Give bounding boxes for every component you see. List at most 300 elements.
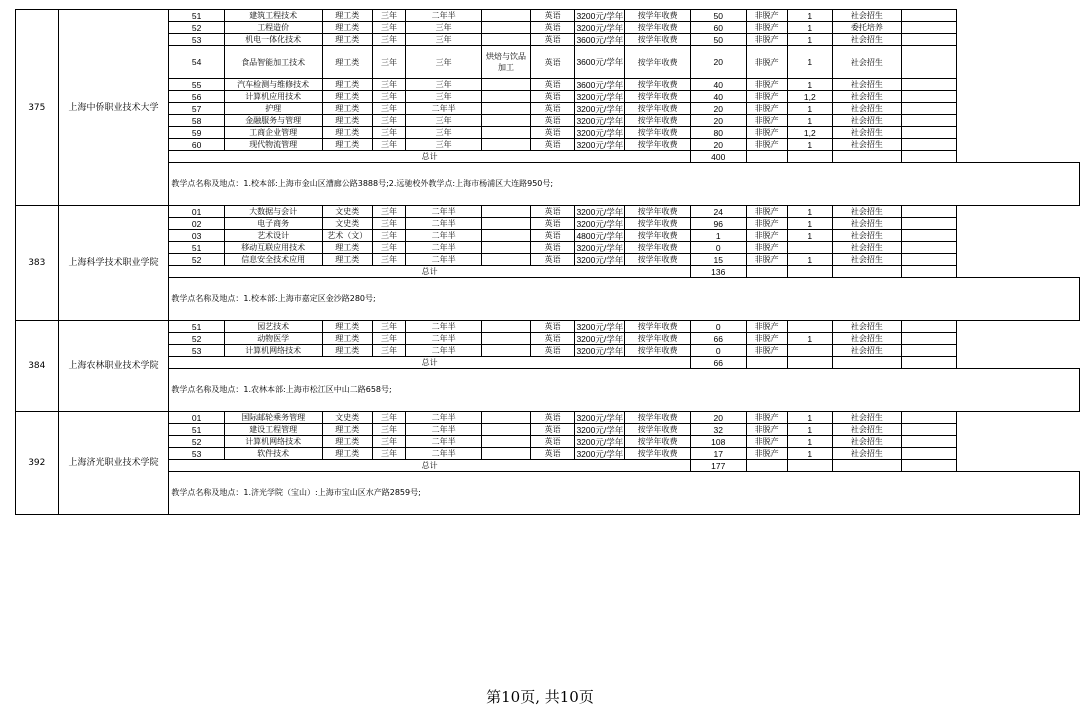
code-cell: 53 (169, 448, 224, 460)
years2-cell: 二年半 (406, 436, 482, 448)
source-cell: 社会招生 (832, 103, 901, 115)
table-row (16, 412, 1080, 424)
blank-cell (901, 139, 956, 151)
blank-cell (901, 103, 956, 115)
note-cell (482, 115, 531, 127)
years-cell: 三年 (372, 79, 405, 91)
category-cell: 理工类 (322, 34, 372, 46)
fee-cell: 3200元/学年 (576, 412, 624, 423)
location-text: 教学点名称及地点：1.济光学院（宝山）:上海市宝山区水产路2859号; (169, 472, 1080, 515)
source-cell: 社会招生 (832, 412, 901, 424)
major-cell: 国际邮轮乘务管理 (224, 412, 322, 424)
blank-cell (901, 266, 956, 278)
major-cell: 艺术设计 (224, 230, 322, 242)
years2-cell: 二年半 (406, 333, 482, 345)
code-cell: 51 (169, 10, 224, 22)
language-cell: 英语 (530, 91, 574, 103)
page-footer: 第10页, 共10页 (486, 688, 594, 706)
years2-cell: 三年 (406, 91, 482, 103)
location-text: 教学点名称及地点：1.校本部:上海市嘉定区金沙路280号; (169, 278, 1080, 321)
language-cell: 英语 (530, 436, 574, 448)
note-cell (482, 103, 531, 115)
code-cell: 53 (169, 345, 224, 357)
plan-cell: 0 (690, 345, 746, 357)
school-id: 375 (16, 10, 59, 206)
category-cell: 理工类 (322, 79, 372, 91)
plan-cell: 15 (690, 254, 746, 266)
note-cell (482, 10, 531, 22)
years2-cell: 二年半 (406, 242, 482, 254)
note-cell: 烘焙与饮品加工 (482, 46, 531, 79)
category-cell: 理工类 (322, 448, 372, 460)
total-row (16, 460, 1080, 472)
fee-cell: 3200元/学年 (576, 206, 624, 217)
category-cell: 理工类 (322, 333, 372, 345)
table-row (16, 91, 1080, 103)
category-cell: 理工类 (322, 127, 372, 139)
category-cell: 理工类 (322, 22, 372, 34)
plan-cell: 96 (690, 218, 746, 230)
language-cell: 英语 (530, 424, 574, 436)
blank-cell (901, 46, 956, 79)
level-cell: 1 (787, 254, 832, 266)
level-cell: 1 (787, 22, 832, 34)
fee-method-cell: 按学年收费 (625, 333, 691, 345)
major-cell: 机电一体化技术 (224, 34, 322, 46)
table-row (16, 321, 1080, 333)
years-cell: 三年 (372, 424, 405, 436)
fee-method-cell: 按学年收费 (625, 34, 691, 46)
type-cell: 非脱产 (746, 127, 787, 139)
fee-cell: 4800元/学年 (576, 230, 624, 241)
type-cell: 非脱产 (746, 10, 787, 22)
years-cell: 三年 (372, 22, 405, 34)
note-cell (482, 79, 531, 91)
fee-method-cell: 按学年收费 (625, 91, 691, 103)
note-cell (482, 333, 531, 345)
level-cell (787, 242, 832, 254)
type-cell: 非脱产 (746, 321, 787, 333)
fee-method-cell: 按学年收费 (625, 242, 691, 254)
table-row (16, 448, 1080, 460)
level-cell: 1 (787, 333, 832, 345)
blank-cell (901, 10, 956, 22)
blank-cell (746, 460, 787, 472)
years2-cell: 三年 (406, 22, 482, 34)
language-cell: 英语 (530, 242, 574, 254)
school-name: 上海中侨职业技术大学 (58, 10, 169, 206)
blank-cell (901, 254, 956, 266)
years-cell: 三年 (372, 321, 405, 333)
plan-cell: 20 (690, 46, 746, 79)
category-cell: 理工类 (322, 139, 372, 151)
source-cell: 社会招生 (832, 91, 901, 103)
plan-cell: 50 (690, 34, 746, 46)
plan-cell: 20 (690, 115, 746, 127)
level-cell: 1 (787, 139, 832, 151)
code-cell: 57 (169, 103, 224, 115)
major-cell: 工商企业管理 (224, 127, 322, 139)
blank-cell (901, 151, 956, 163)
years-cell: 三年 (372, 91, 405, 103)
total-value: 136 (690, 266, 746, 278)
table-row (16, 436, 1080, 448)
major-cell: 现代物流管理 (224, 139, 322, 151)
location-row (16, 163, 1080, 206)
fee-method-cell: 按学年收费 (625, 448, 691, 460)
source-cell: 委托培养 (832, 22, 901, 34)
type-cell: 非脱产 (746, 242, 787, 254)
years2-cell: 二年半 (406, 103, 482, 115)
level-cell: 1 (787, 230, 832, 242)
fee-cell: 3200元/学年 (576, 91, 624, 102)
code-cell: 53 (169, 34, 224, 46)
major-cell: 计算机网络技术 (224, 436, 322, 448)
level-cell (787, 321, 832, 333)
language-cell: 英语 (530, 34, 574, 46)
level-cell (787, 345, 832, 357)
level-cell: 1,2 (787, 91, 832, 103)
source-cell: 社会招生 (832, 206, 901, 218)
language-cell: 英语 (530, 412, 574, 424)
source-cell: 社会招生 (832, 242, 901, 254)
blank-cell (901, 436, 956, 448)
major-cell: 计算机网络技术 (224, 345, 322, 357)
plan-cell: 17 (690, 448, 746, 460)
source-cell: 社会招生 (832, 333, 901, 345)
table-row (16, 46, 1080, 79)
table-row (16, 206, 1080, 218)
source-cell: 社会招生 (832, 127, 901, 139)
total-value: 400 (690, 151, 746, 163)
blank-cell (901, 22, 956, 34)
enrollment-table (15, 9, 1080, 515)
code-cell: 52 (169, 333, 224, 345)
category-cell: 理工类 (322, 321, 372, 333)
note-cell (482, 436, 531, 448)
major-cell: 建设工程管理 (224, 424, 322, 436)
category-cell: 理工类 (322, 91, 372, 103)
school-name: 上海科学技术职业学院 (58, 206, 169, 321)
years2-cell: 三年 (406, 34, 482, 46)
code-cell: 54 (169, 46, 224, 79)
table-row (16, 79, 1080, 91)
total-label: 总计 (169, 266, 690, 278)
type-cell: 非脱产 (746, 79, 787, 91)
plan-cell: 66 (690, 333, 746, 345)
years2-cell: 二年半 (406, 10, 482, 22)
fee-cell: 3200元/学年 (576, 218, 624, 229)
years2-cell: 三年 (406, 79, 482, 91)
school-name: 上海农林职业技术学院 (58, 321, 169, 412)
years2-cell: 三年 (406, 139, 482, 151)
total-label: 总计 (169, 460, 690, 472)
years2-cell: 二年半 (406, 345, 482, 357)
source-cell: 社会招生 (832, 230, 901, 242)
level-cell: 1 (787, 46, 832, 79)
plan-cell: 20 (690, 103, 746, 115)
language-cell: 英语 (530, 206, 574, 218)
category-cell: 理工类 (322, 46, 372, 79)
blank-cell (901, 345, 956, 357)
type-cell: 非脱产 (746, 206, 787, 218)
fee-method-cell: 按学年收费 (625, 230, 691, 242)
source-cell: 社会招生 (832, 424, 901, 436)
type-cell: 非脱产 (746, 91, 787, 103)
level-cell: 1 (787, 206, 832, 218)
note-cell (482, 254, 531, 266)
code-cell: 52 (169, 436, 224, 448)
blank-cell (832, 460, 901, 472)
source-cell: 社会招生 (832, 345, 901, 357)
source-cell: 社会招生 (832, 321, 901, 333)
blank-cell (901, 206, 956, 218)
fee-method-cell: 按学年收费 (625, 254, 691, 266)
fee-cell: 3200元/学年 (576, 127, 624, 138)
level-cell: 1 (787, 115, 832, 127)
note-cell (482, 230, 531, 242)
table-row (16, 242, 1080, 254)
note-cell (482, 91, 531, 103)
years2-cell: 二年半 (406, 412, 482, 424)
years2-cell: 二年半 (406, 321, 482, 333)
code-cell: 58 (169, 115, 224, 127)
major-cell: 园艺技术 (224, 321, 322, 333)
level-cell: 1 (787, 436, 832, 448)
type-cell: 非脱产 (746, 230, 787, 242)
language-cell: 英语 (530, 79, 574, 91)
major-cell: 建筑工程技术 (224, 10, 322, 22)
fee-cell: 3200元/学年 (576, 424, 624, 435)
major-cell: 动物医学 (224, 333, 322, 345)
blank-cell (901, 127, 956, 139)
level-cell: 1 (787, 424, 832, 436)
language-cell: 英语 (530, 46, 574, 79)
plan-cell: 0 (690, 242, 746, 254)
blank-cell (901, 91, 956, 103)
level-cell: 1 (787, 103, 832, 115)
fee-method-cell: 按学年收费 (625, 345, 691, 357)
fee-cell: 3200元/学年 (576, 448, 624, 459)
note-cell (482, 448, 531, 460)
code-cell: 51 (169, 424, 224, 436)
blank-cell (901, 412, 956, 424)
type-cell: 非脱产 (746, 22, 787, 34)
blank-cell (901, 357, 956, 369)
years-cell: 三年 (372, 254, 405, 266)
fee-cell: 3200元/学年 (576, 321, 624, 332)
table-row (16, 230, 1080, 242)
years2-cell: 三年 (406, 46, 482, 79)
blank-cell (901, 333, 956, 345)
blank-cell (832, 266, 901, 278)
source-cell: 社会招生 (832, 436, 901, 448)
years-cell: 三年 (372, 242, 405, 254)
note-cell (482, 127, 531, 139)
category-cell: 理工类 (322, 436, 372, 448)
table-row (16, 345, 1080, 357)
language-cell: 英语 (530, 139, 574, 151)
years-cell: 三年 (372, 34, 405, 46)
code-cell: 55 (169, 79, 224, 91)
fee-method-cell: 按学年收费 (625, 424, 691, 436)
blank-cell (787, 357, 832, 369)
total-row (16, 266, 1080, 278)
fee-cell: 3200元/学年 (576, 139, 624, 150)
location-row (16, 369, 1080, 412)
code-cell: 01 (169, 206, 224, 218)
major-cell: 工程造价 (224, 22, 322, 34)
table-row (16, 424, 1080, 436)
source-cell: 社会招生 (832, 115, 901, 127)
major-cell: 金融服务与管理 (224, 115, 322, 127)
plan-cell: 40 (690, 79, 746, 91)
source-cell: 社会招生 (832, 10, 901, 22)
level-cell: 1 (787, 412, 832, 424)
major-cell: 电子商务 (224, 218, 322, 230)
major-cell: 护理 (224, 103, 322, 115)
language-cell: 英语 (530, 103, 574, 115)
fee-method-cell: 按学年收费 (625, 115, 691, 127)
fee-method-cell: 按学年收费 (625, 79, 691, 91)
code-cell: 59 (169, 127, 224, 139)
category-cell: 文史类 (322, 412, 372, 424)
language-cell: 英语 (530, 321, 574, 333)
years2-cell: 二年半 (406, 448, 482, 460)
plan-cell: 32 (690, 424, 746, 436)
code-cell: 03 (169, 230, 224, 242)
language-cell: 英语 (530, 127, 574, 139)
fee-cell: 3200元/学年 (576, 345, 624, 356)
fee-cell: 3200元/学年 (576, 10, 624, 21)
note-cell (482, 321, 531, 333)
major-cell: 计算机应用技术 (224, 91, 322, 103)
location-text: 教学点名称及地点：1.农林本部:上海市松江区中山二路658号; (169, 369, 1080, 412)
category-cell: 理工类 (322, 103, 372, 115)
plan-cell: 20 (690, 412, 746, 424)
blank-cell (901, 424, 956, 436)
fee-method-cell: 按学年收费 (625, 139, 691, 151)
category-cell: 文史类 (322, 206, 372, 218)
category-cell: 理工类 (322, 115, 372, 127)
table-row (16, 127, 1080, 139)
type-cell: 非脱产 (746, 103, 787, 115)
fee-method-cell: 按学年收费 (625, 22, 691, 34)
note-cell (482, 206, 531, 218)
fee-method-cell: 按学年收费 (625, 46, 691, 79)
table-row (16, 139, 1080, 151)
table-row (16, 254, 1080, 266)
school-id: 384 (16, 321, 59, 412)
fee-method-cell: 按学年收费 (625, 103, 691, 115)
code-cell: 56 (169, 91, 224, 103)
plan-cell: 20 (690, 139, 746, 151)
blank-cell (901, 448, 956, 460)
source-cell: 社会招生 (832, 34, 901, 46)
major-cell: 软件技术 (224, 448, 322, 460)
table-row (16, 103, 1080, 115)
category-cell: 文史类 (322, 218, 372, 230)
years-cell: 三年 (372, 103, 405, 115)
source-cell: 社会招生 (832, 79, 901, 91)
school-id: 383 (16, 206, 59, 321)
school-id: 392 (16, 412, 59, 515)
blank-cell (901, 34, 956, 46)
plan-cell: 50 (690, 10, 746, 22)
years-cell: 三年 (372, 436, 405, 448)
location-text: 教学点名称及地点：1.校本部:上海市金山区漕廊公路3888号;2.远驰校外教学点:上海市杨浦区大连路950号; (169, 163, 1080, 206)
code-cell: 52 (169, 254, 224, 266)
language-cell: 英语 (530, 218, 574, 230)
language-cell: 英语 (530, 254, 574, 266)
years-cell: 三年 (372, 46, 405, 79)
source-cell: 社会招生 (832, 448, 901, 460)
type-cell: 非脱产 (746, 333, 787, 345)
type-cell: 非脱产 (746, 34, 787, 46)
total-label: 总计 (169, 357, 690, 369)
fee-cell: 3200元/学年 (576, 436, 624, 447)
note-cell (482, 345, 531, 357)
fee-cell: 3600元/学年 (575, 46, 625, 79)
note-cell (482, 218, 531, 230)
code-cell: 60 (169, 139, 224, 151)
years-cell: 三年 (372, 230, 405, 242)
table-row (16, 333, 1080, 345)
fee-cell: 3200元/学年 (576, 333, 624, 344)
source-cell: 社会招生 (832, 46, 901, 79)
location-row (16, 278, 1080, 321)
years-cell: 三年 (372, 412, 405, 424)
years-cell: 三年 (372, 333, 405, 345)
code-cell: 52 (169, 22, 224, 34)
fee-method-cell: 按学年收费 (625, 10, 691, 22)
note-cell (482, 22, 531, 34)
blank-cell (901, 321, 956, 333)
blank-cell (901, 115, 956, 127)
language-cell: 英语 (530, 448, 574, 460)
fee-cell: 3200元/学年 (576, 103, 624, 114)
level-cell: 1,2 (787, 127, 832, 139)
blank-cell (832, 151, 901, 163)
years2-cell: 二年半 (406, 254, 482, 266)
category-cell: 理工类 (322, 254, 372, 266)
blank-cell (901, 79, 956, 91)
fee-cell: 3200元/学年 (576, 242, 624, 253)
years-cell: 三年 (372, 115, 405, 127)
major-cell: 移动互联应用技术 (224, 242, 322, 254)
language-cell: 英语 (530, 230, 574, 242)
type-cell: 非脱产 (746, 436, 787, 448)
category-cell: 艺术（文） (322, 230, 372, 242)
blank-cell (787, 266, 832, 278)
type-cell: 非脱产 (746, 254, 787, 266)
language-cell: 英语 (530, 345, 574, 357)
source-cell: 社会招生 (832, 139, 901, 151)
note-cell (482, 424, 531, 436)
years2-cell: 二年半 (406, 206, 482, 218)
blank-cell (901, 218, 956, 230)
note-cell (482, 242, 531, 254)
blank-cell (746, 151, 787, 163)
years-cell: 三年 (372, 10, 405, 22)
years2-cell: 三年 (406, 127, 482, 139)
years-cell: 三年 (372, 218, 405, 230)
table-row (16, 218, 1080, 230)
school-name: 上海济光职业技术学院 (58, 412, 169, 515)
code-cell: 02 (169, 218, 224, 230)
fee-method-cell: 按学年收费 (625, 321, 691, 333)
level-cell: 1 (787, 448, 832, 460)
